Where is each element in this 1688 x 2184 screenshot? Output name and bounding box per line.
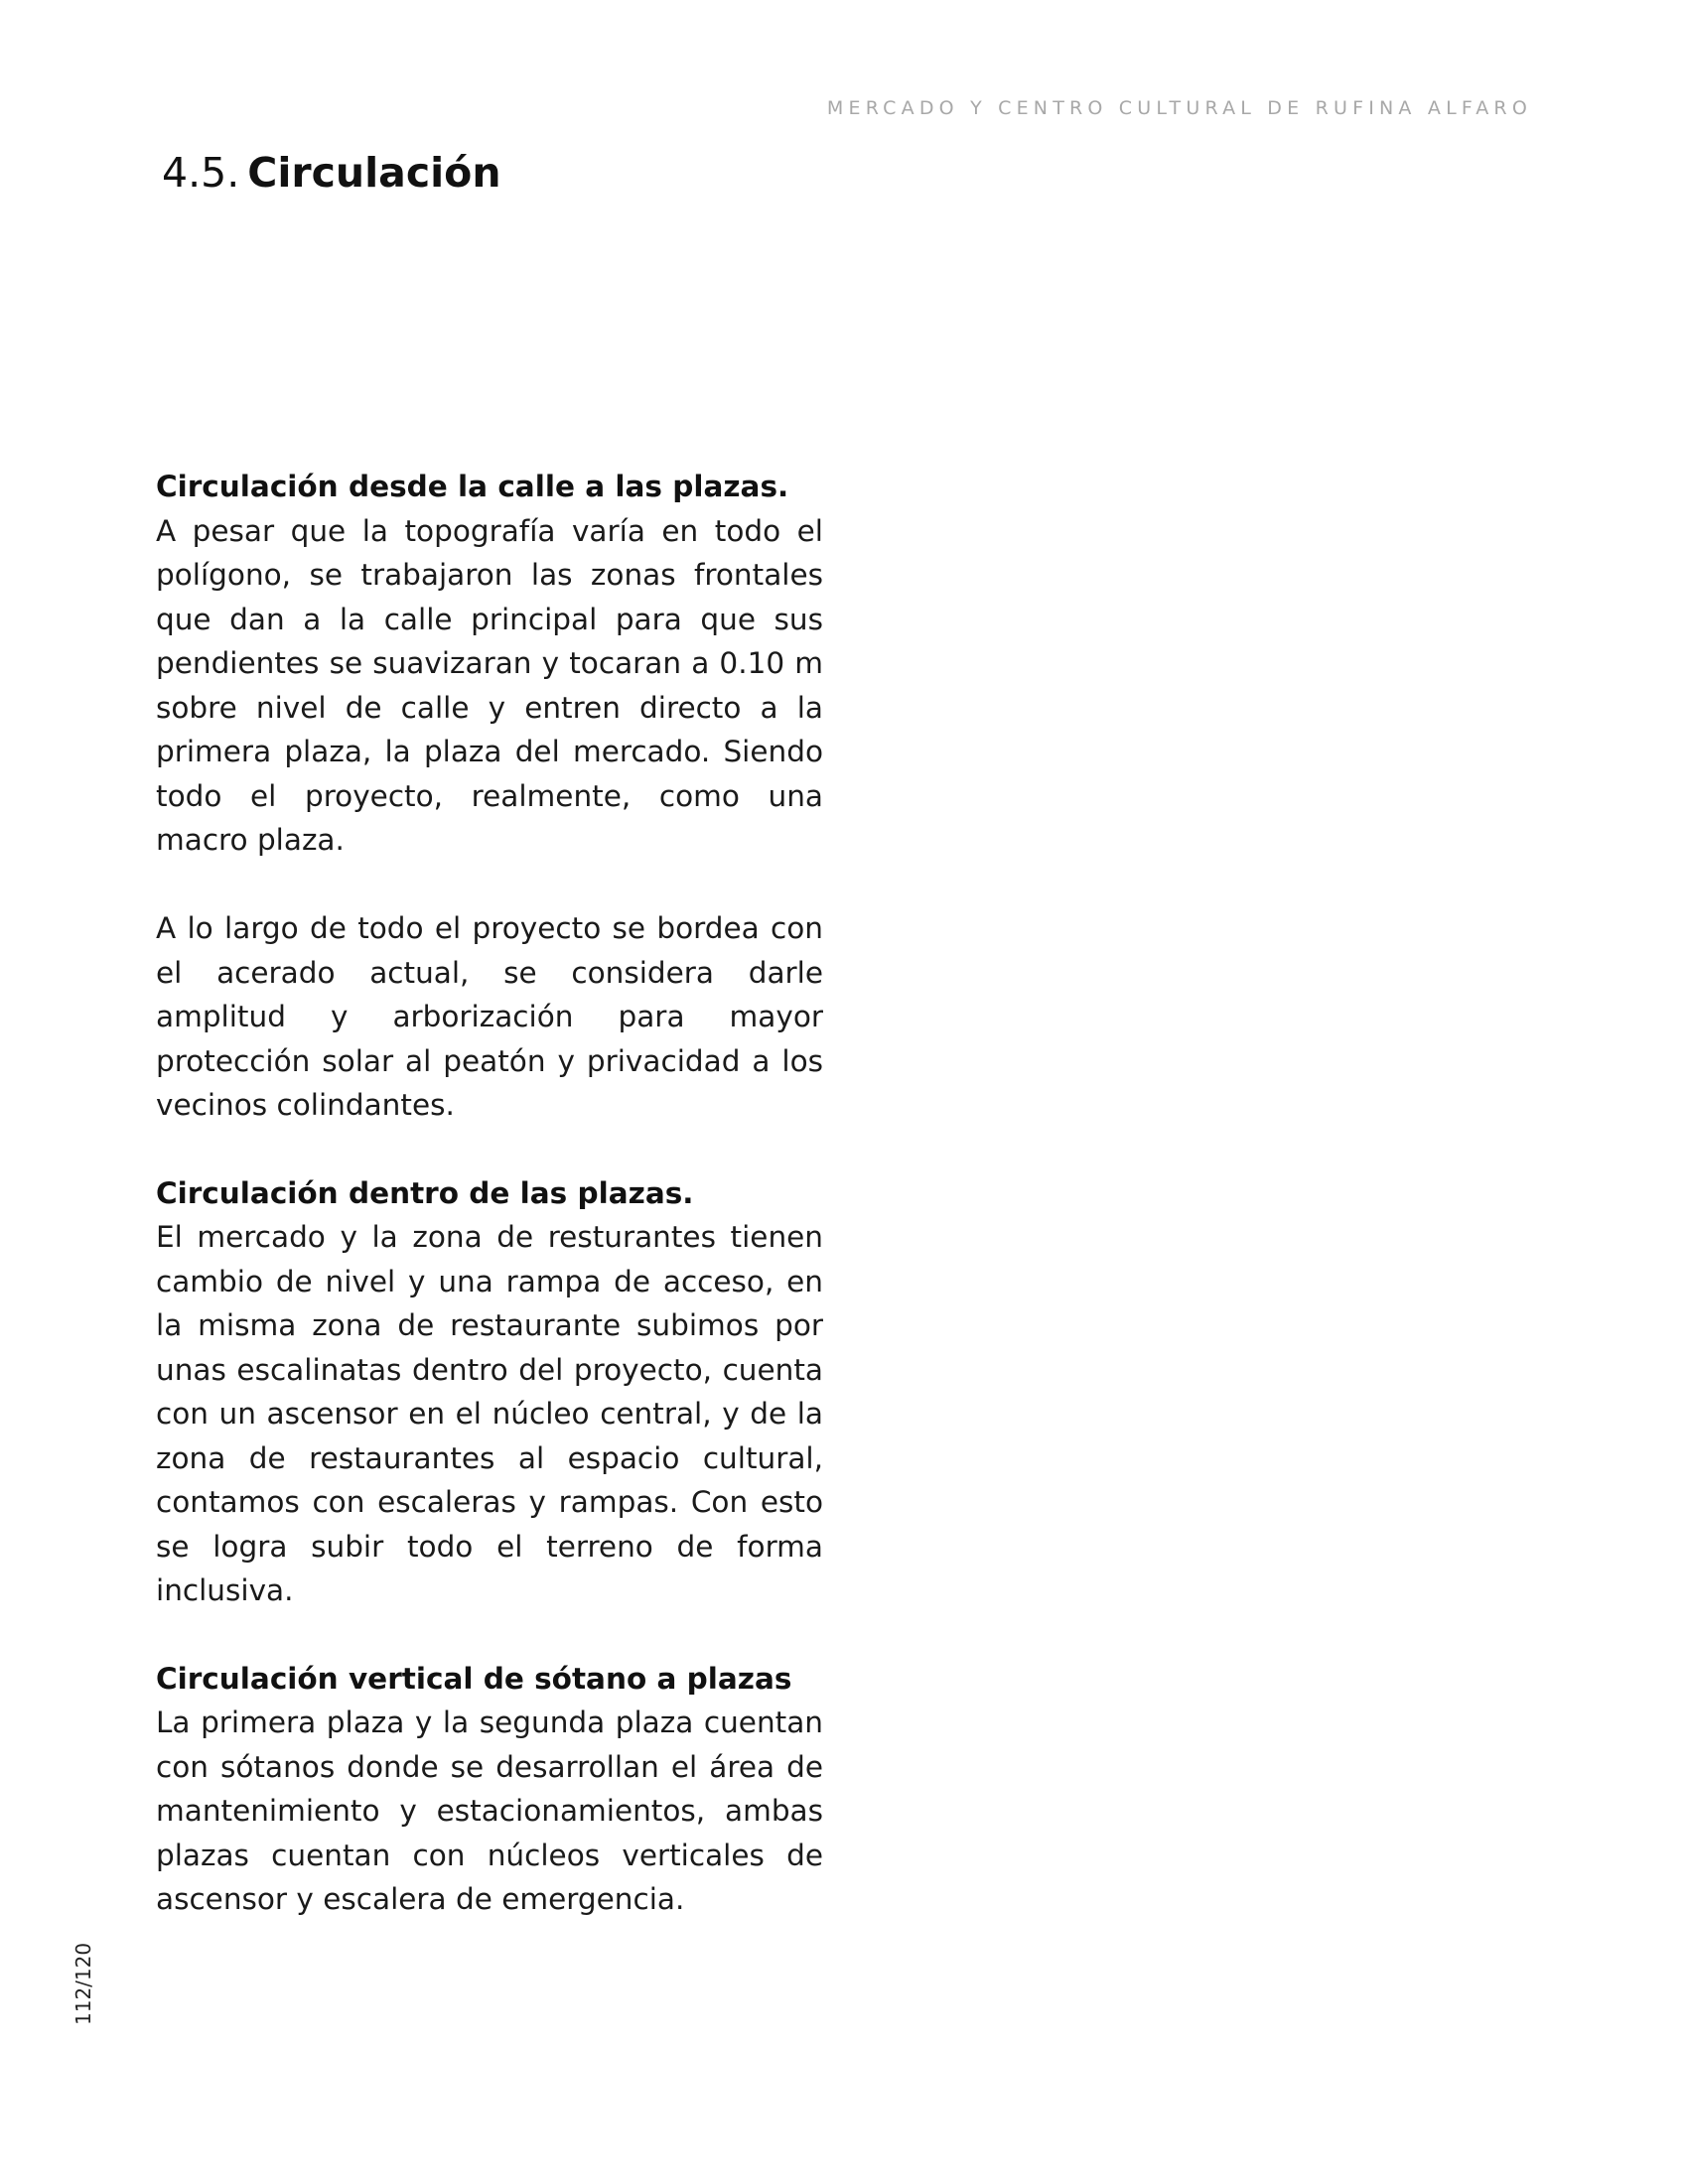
paragraph: La primera plaza y la segunda plaza cuentan con sótanos donde se desarrollan el área de mantenimiento y estacionamientos, ambas plazas cuentan con núcleos verticales de ascensor y escalera de emergencia. — [156, 1706, 823, 1916]
block-vertical-circulation — [156, 1657, 823, 1922]
body-content — [156, 465, 823, 1966]
section-title — [162, 149, 501, 197]
paragraph: A lo largo de todo el proyecto se bordea con el acerado actual, se considera darle amplitud y arborización para mayor protección solar al peatón y privacidad a los vecinos colindantes. — [156, 911, 823, 1122]
section-name: Circulación — [247, 149, 501, 197]
paragraph: A pesar que la topografía varía en todo el polígono, se trabajaron las zonas frontales que dan a la calle principal para que sus pendientes se suavizaran y tocaran a 0.10 m sobre nivel de calle y entren directo a la primera plaza, la plaza del mercado. Siendo todo el proyecto, realmente, como una macro plaza. — [156, 513, 823, 857]
subheading: Circulación vertical de sótano a plazas — [156, 1661, 792, 1696]
page-number: 112/120 — [71, 1942, 95, 2025]
paragraph: El mercado y la zona de resturantes tienen cambio de nivel y una rampa de acceso, en la misma zona de restaurante subimos por unas escalinatas dentro del proyecto, cuenta con un ascensor en el núcleo central, y de la zona de restaurantes al espacio cultural, contamos con escaleras y rampas. Con esto se logra subir todo el terreno de forma inclusiva. — [156, 1220, 823, 1607]
subheading: Circulación desde la calle a las plazas. — [156, 470, 789, 503]
block-street-to-plazas — [156, 465, 823, 1128]
subheading: Circulación dentro de las plazas. — [156, 1175, 694, 1210]
block-within-plazas — [156, 1171, 823, 1613]
section-number: 4.5. — [162, 149, 240, 197]
running-header: MERCADO Y CENTRO CULTURAL DE RUFINA ALFARO — [826, 97, 1532, 119]
